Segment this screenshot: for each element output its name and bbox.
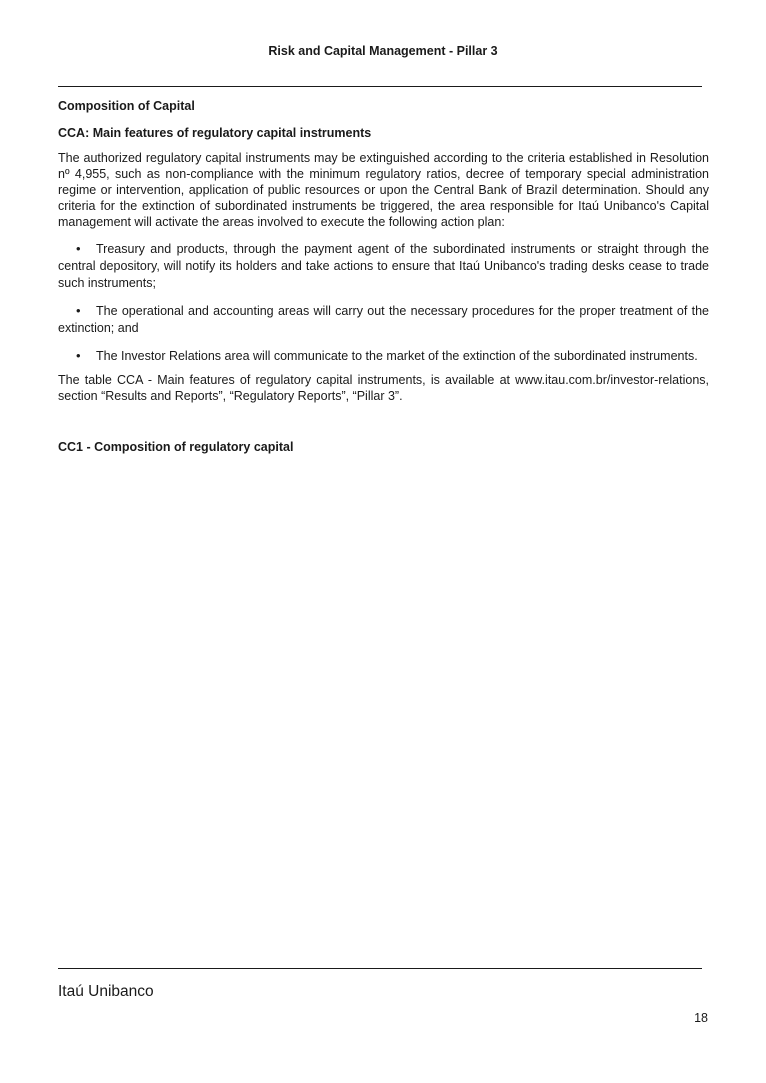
footer-company-name: Itaú Unibanco [58, 983, 154, 1000]
bullet-item [58, 240, 709, 292]
page-number: 18 [694, 1011, 708, 1025]
section-title: Composition of Capital [58, 99, 195, 113]
bullet-icon: • [76, 348, 81, 363]
bullet-icon: • [76, 241, 81, 256]
header-divider [58, 86, 702, 87]
bullet-text: Treasury and products, through the payment agent of the subordinated instruments or straight through the central depository, will notify its holders and take actions to ensure that Itaú Unibanco's trading desks cease to trade such instruments; [58, 242, 709, 290]
page-header-title: Risk and Capital Management - Pillar 3 [268, 44, 498, 58]
cca-heading: CCA: Main features of regulatory capital instruments [58, 126, 372, 140]
bullet-icon: • [76, 303, 81, 318]
intro-paragraph: The authorized regulatory capital instruments may be extinguished according to the criteria established in Resolution nº 4,955, such as non-compliance with the minimum regulatory ratios, decree of temporary special administration regime or intervention, application of public resources or upon the Central Bank of Brazil determination. Should any criteria for the extinction of subordinated instruments be triggered, the area responsible for Itaú Unibanco's Capital management will activate the areas involved to execute the following action plan: [58, 151, 709, 229]
main-content [58, 98, 709, 455]
closing-paragraph: The table CCA - Main features of regulatory capital instruments, is available at www.itau.com.br/investor-relations, section “Results and Reports”, “Regulatory Reports”, “Pillar 3”. [58, 373, 709, 403]
bullet-item [58, 347, 709, 365]
bullet-text: The Investor Relations area will communicate to the market of the extinction of the subordinated instruments. [96, 349, 698, 363]
bullet-text: The operational and accounting areas will carry out the necessary procedures for the proper treatment of the extinction; and [58, 304, 709, 335]
cc1-heading: CC1 - Composition of regulatory capital [58, 440, 294, 454]
footer-divider [58, 968, 702, 969]
bullet-item [58, 302, 709, 337]
